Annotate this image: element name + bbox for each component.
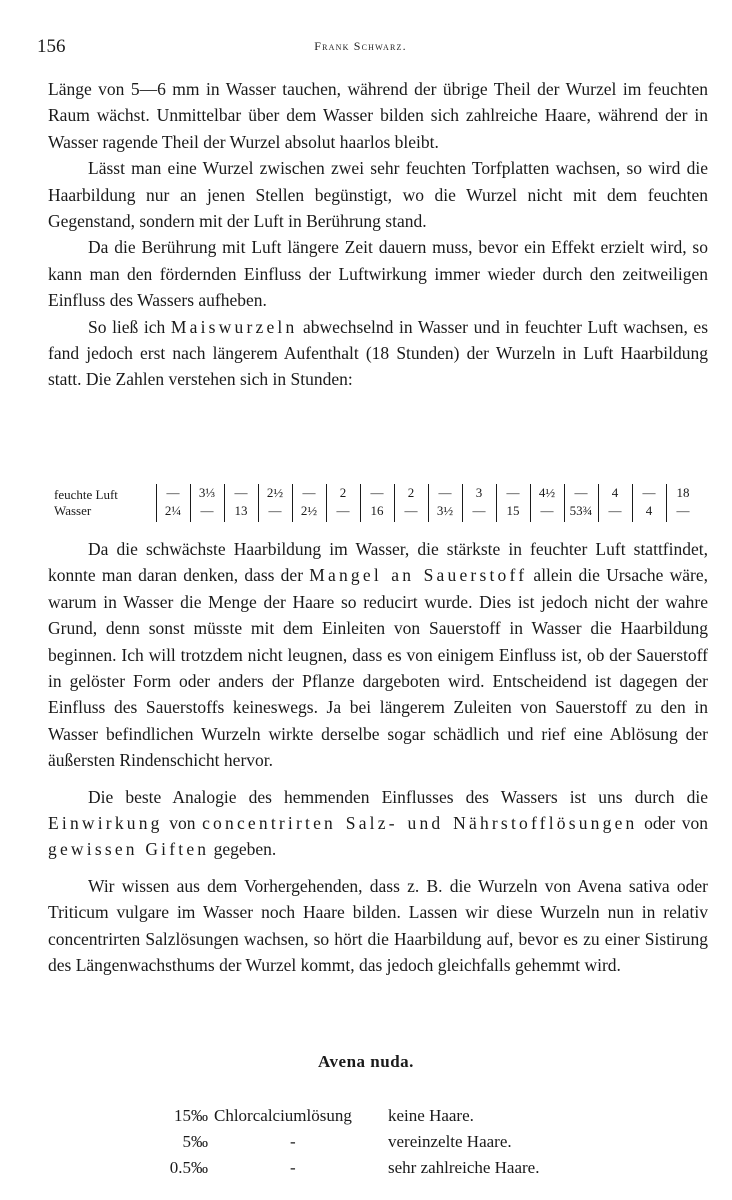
solution-name-ditto: -	[290, 1158, 296, 1177]
paragraph-5-text-a: Da die schwächste Haarbildung im Wasser, die stärkste in feuchter Luft stattfindet, konnte man daran denken, dass der	[48, 539, 708, 586]
paragraph-6-text-d: gegeben.	[213, 839, 277, 860]
table-cell-wasser: 2½	[300, 503, 318, 518]
table-rule	[462, 484, 463, 522]
page-number: 156	[37, 36, 66, 57]
row-label-luft: feuchte Luft	[54, 487, 118, 502]
paragraph-5-emphasis: Mangel an Sauerstoff	[309, 565, 528, 586]
table-cell-wasser: 53¾	[569, 503, 593, 518]
table-cell-wasser: —	[200, 503, 214, 518]
solution-row	[0, 1158, 732, 1182]
table-rule	[156, 484, 157, 522]
table-cell-luft: 3⅓	[198, 485, 216, 500]
table-cell-luft: 2	[339, 485, 347, 500]
paragraph-4	[48, 314, 708, 393]
table-cell-wasser: —	[472, 503, 486, 518]
paragraph-6-text-b: von	[169, 813, 196, 834]
paragraph-4-text-a: So ließ ich	[88, 316, 166, 337]
table-cell-wasser: —	[268, 503, 282, 518]
table-cell-luft: 4½	[538, 485, 556, 500]
table-cell-wasser: 3½	[436, 503, 454, 518]
table-cell-luft: —	[506, 485, 520, 500]
paragraph-6-text-a: Die beste Analogie des hemmenden Einflusses des Wassers ist uns durch die	[88, 786, 708, 807]
alternation-table	[48, 480, 708, 526]
solution-result: keine Haare.	[388, 1106, 474, 1125]
table-rule	[258, 484, 259, 522]
table-rule	[666, 484, 667, 522]
table-cell-wasser: 2¼	[164, 503, 182, 518]
table-rule	[360, 484, 361, 522]
table-cell-wasser: —	[540, 503, 554, 518]
solution-result: sehr zahlreiche Haare.	[388, 1158, 540, 1177]
solution-row	[0, 1132, 732, 1156]
paragraph-2: Lässt man eine Wurzel zwischen zwei sehr feuchten Torfplatten wachsen, so wird die Haarbildung nur an jenen Stellen begünstigt, wo die Wurzel nicht mit dem feuchten Gegenstand, sondern mit der Luft in Berührung stand.	[48, 158, 708, 232]
paragraph-6-emphasis-b: concentrirten Salz- und Nährstofflösungen	[202, 813, 638, 834]
table-cell-luft: —	[438, 485, 452, 500]
table-cell-luft: 2	[407, 485, 415, 500]
table-cell-luft: —	[574, 485, 588, 500]
solution-name: Chlorcalciumlösung	[214, 1106, 352, 1125]
table-cell-wasser: 13	[234, 503, 248, 518]
solution-name-ditto: -	[290, 1132, 296, 1151]
table-rule	[224, 484, 225, 522]
paragraph-5	[48, 536, 708, 774]
table-rule	[190, 484, 191, 522]
solution-concentration: 15‰	[174, 1106, 208, 1125]
table-rule	[394, 484, 395, 522]
table-cell-luft: —	[302, 485, 316, 500]
body-text-upper	[48, 76, 708, 393]
table-cell-luft: 2½	[266, 485, 284, 500]
body-text-lower	[48, 536, 708, 979]
avena-table-title: Avena nuda.	[318, 1052, 414, 1071]
paragraph-4-text-b: abwechselnd in Wasser und in feuchter Luft wachsen, es fand jedoch erst nach längerem Aufenthalt (18 Stunden) der Wurzeln in Luft Haarbildung statt. Die Zahlen verstehen sich in Stunden:	[48, 316, 709, 390]
solution-concentration: 0.5‰	[169, 1158, 208, 1177]
table-cell-luft: 3	[475, 485, 483, 500]
paragraph-6-text-c: oder von	[644, 813, 709, 834]
table-cell-wasser: —	[404, 503, 418, 518]
table-rule	[530, 484, 531, 522]
paragraph-4-emphasis: Maiswurzeln	[170, 316, 298, 337]
table-cell-luft: —	[370, 485, 384, 500]
table-cell-wasser: —	[676, 503, 690, 518]
paragraph-6-emphasis-a: Einwirkung	[48, 813, 163, 834]
paragraph-6	[48, 784, 708, 863]
table-cell-luft: —	[642, 485, 656, 500]
solution-row	[0, 1106, 732, 1130]
table-rule	[326, 484, 327, 522]
table-rule	[632, 484, 633, 522]
table-rule	[598, 484, 599, 522]
table-rule	[496, 484, 497, 522]
table-cell-wasser: 16	[370, 503, 384, 518]
table-cell-wasser: —	[336, 503, 350, 518]
table-cell-luft: 18	[676, 485, 690, 500]
table-rule	[292, 484, 293, 522]
table-rule	[564, 484, 565, 522]
paragraph-3: Da die Berührung mit Luft längere Zeit dauern muss, bevor ein Effekt erzielt wird, so kann man den fördernden Einfluss der Luftwirkung immer wieder durch den zeitweiligen Einfluss des Wassers aufheben.	[48, 237, 708, 311]
table-cell-luft: 4	[611, 485, 619, 500]
solution-result: vereinzelte Haare.	[388, 1132, 512, 1151]
running-head: Frank Schwarz.	[314, 39, 407, 53]
table-cell-wasser: 15	[506, 503, 520, 518]
paragraph-1: Länge von 5—6 mm in Wasser tauchen, während der übrige Theil der Wurzel im feuchten Raum wächst. Unmittelbar über dem Wasser bilden sich zahlreiche Haare, während der in Wasser ragende Theil der Wurzel absolut haarlos bleibt.	[48, 79, 708, 152]
table-cell-luft: —	[234, 485, 248, 500]
table-cell-luft: —	[166, 485, 180, 500]
paragraph-7: Wir wissen aus dem Vorhergehenden, dass z. B. die Wurzeln von Avena sativa oder Triticum vulgare im Wasser noch Haare bilden. Lassen wir diese Wurzeln nun in relativ concentrirten Salzlösungen wachsen, so hört die Haarbildung auf, bevor es zu einer Sistirung des Längenwachsthums der Wurzel kommt, das jedoch gleichfalls gehemmt wird.	[48, 875, 708, 976]
table-rule	[428, 484, 429, 522]
solution-concentration: 5‰	[182, 1132, 208, 1151]
table-cell-wasser: —	[608, 503, 622, 518]
paragraph-6-emphasis-c: gewissen Giften	[48, 839, 210, 860]
row-label-wasser: Wasser	[54, 503, 92, 518]
page-header	[37, 36, 684, 60]
paragraph-5-text-b: allein die Ursache wäre, warum in Wasser die Menge der Haare so reducirt wurde. Dies ist jedoch nicht der wahre Grund, denn sonst müsste mit dem Einleiten von Sauerstoff in Wasser die Haarbildung beginnen. Ich will trotzdem nicht leugnen, dass es von einigem Einfluss ist, ob der Sauerstoff in gelöster Form oder anders der Pflanze dargeboten wird. Entscheidend ist dagegen der Einfluss des Sauerstoffs keineswegs. Ja bei längerem Zuleiten von Sauerstoff zu den in Wasser befindlichen Wurzeln wirkte derselbe sogar schädlich und rief eine Ablösung der äußersten Rindenschicht hervor.	[48, 565, 708, 771]
table-cell-wasser: 4	[645, 503, 653, 518]
